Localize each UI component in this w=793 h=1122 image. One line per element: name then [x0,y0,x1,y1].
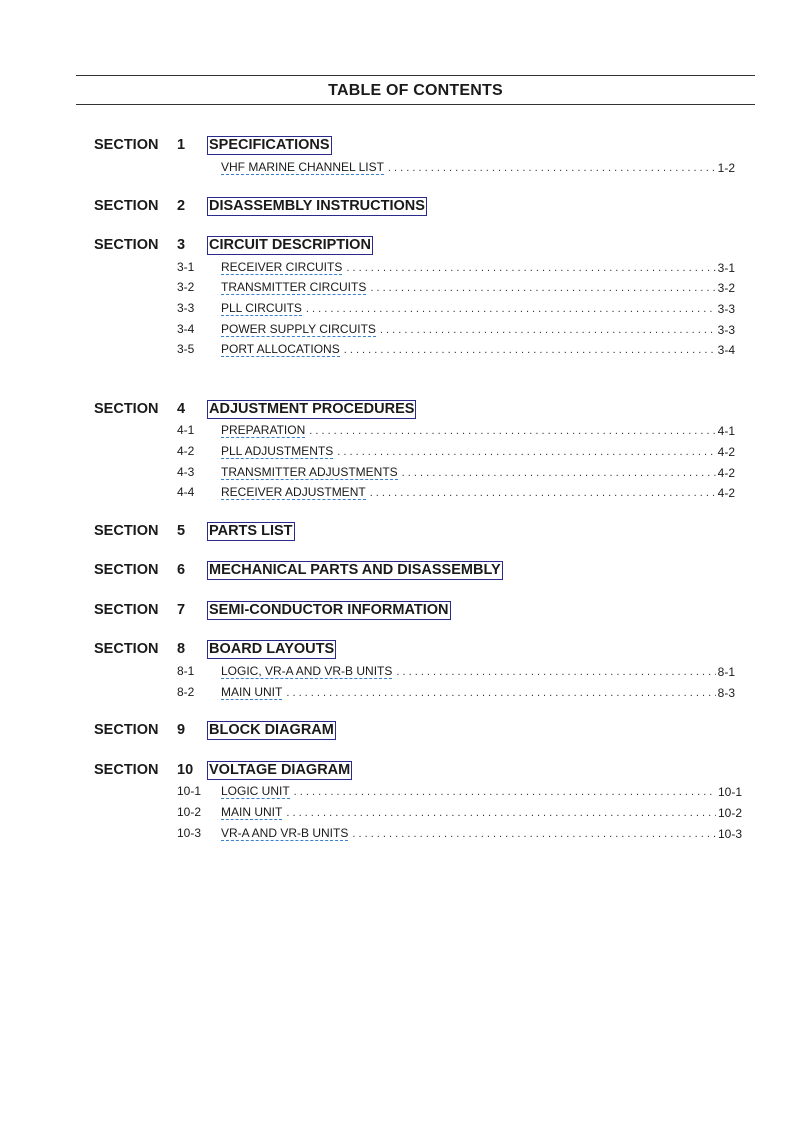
toc-link-transmitter-adjustments[interactable]: TRANSMITTER ADJUSTMENTS [221,465,398,479]
page-number: 8-3 [717,686,735,700]
dot-leader [396,665,715,679]
toc-entry [221,160,735,175]
section-link-mechanical-parts[interactable]: MECHANICAL PARTS AND DISASSEMBLY [209,562,501,578]
toc-link-transmitter-circuits[interactable]: TRANSMITTER CIRCUITS [221,280,367,294]
toc-link-logic-vr-units[interactable]: LOGIC, VR-A AND VR-B UNITS [221,664,393,678]
dot-leader [370,486,716,500]
subsection-number: 10-2 [177,805,202,819]
toc-link-port-allocations[interactable]: PORT ALLOCATIONS [221,342,340,356]
section-label: SECTION [94,722,159,738]
subsection-number: 10-1 [177,784,202,798]
toc-link-preparation[interactable]: PREPARATION [221,423,306,437]
page-number: 8-1 [717,665,735,679]
toc-link-power-supply-circuits[interactable]: POWER SUPPLY CIRCUITS [221,322,376,336]
toc-link-logic-unit[interactable]: LOGIC UNIT [221,784,290,798]
section-link-specifications[interactable]: SPECIFICATIONS [209,137,330,153]
page-number: 3-1 [717,261,735,275]
section-number: 6 [177,562,186,578]
subsection-number: 3-5 [177,342,195,356]
toc-link-receiver-adjustment[interactable]: RECEIVER ADJUSTMENT [221,485,366,499]
toc-entry [221,301,735,316]
subsection-number: 3-2 [177,280,195,294]
page-number: 3-4 [717,343,735,357]
dot-leader [346,261,715,275]
toc-entry [221,444,735,459]
subsection-number: 4-3 [177,465,195,479]
section-link-parts-list[interactable]: PARTS LIST [209,523,293,539]
dot-leader [380,323,716,337]
section-link-voltage-diagram[interactable]: VOLTAGE DIAGRAM [209,762,351,778]
section-label: SECTION [94,562,159,578]
section-label: SECTION [94,602,159,618]
toc-entry [221,784,742,799]
section-link-semi-conductor-information[interactable]: SEMI-CONDUCTOR INFORMATION [209,602,449,618]
subsection-number: 10-3 [177,826,202,840]
section-link-board-layouts[interactable]: BOARD LAYOUTS [209,641,335,657]
toc-entry [221,322,735,337]
page-number: 10-1 [717,785,742,799]
toc-entry [221,664,735,679]
section-number: 3 [177,237,186,253]
page-number: 4-2 [717,466,735,480]
section-label: SECTION [94,237,159,253]
page-number: 1-2 [717,161,735,175]
page-number: 4-2 [717,486,735,500]
subsection-number: 8-1 [177,664,195,678]
top-rule [76,75,755,76]
page-number: 3-2 [717,281,735,295]
section-number: 1 [177,137,186,153]
section-link-circuit-description[interactable]: CIRCUIT DESCRIPTION [209,237,371,253]
section-number: 2 [177,198,186,214]
dot-leader [370,281,715,295]
toc-entry [221,805,742,820]
dot-leader [306,302,716,316]
dot-leader [352,827,716,841]
section-label: SECTION [94,641,159,657]
toc-entry [221,280,735,295]
toc-entry [221,685,735,700]
section-label: SECTION [94,137,159,153]
dot-leader [294,785,716,799]
subsection-number: 4-2 [177,444,195,458]
dot-leader [402,466,716,480]
toc-entry [221,260,735,275]
subsection-number: 3-4 [177,322,195,336]
section-label: SECTION [94,401,159,417]
toc-link-pll-circuits[interactable]: PLL CIRCUITS [221,301,302,315]
subsection-number: 4-4 [177,485,195,499]
subsection-number: 4-1 [177,423,195,437]
section-number: 4 [177,401,186,417]
toc-entry [221,342,735,357]
section-number: 7 [177,602,186,618]
page-title: TABLE OF CONTENTS [328,82,503,99]
page-number: 3-3 [717,302,735,316]
toc-entry [221,465,735,480]
toc-link-pll-adjustments[interactable]: PLL ADJUSTMENTS [221,444,334,458]
toc-entry [221,423,735,438]
dot-leader [388,161,716,175]
section-number: 10 [177,762,194,778]
section-number: 5 [177,523,186,539]
dot-leader [337,445,715,459]
page-number: 10-3 [717,827,742,841]
toc-link-main-unit-layout[interactable]: MAIN UNIT [221,685,283,699]
dot-leader [286,686,715,700]
title-rule [76,104,755,105]
page-number: 10-2 [717,806,742,820]
dot-leader [309,424,715,438]
toc-entry [221,485,735,500]
page-number: 4-2 [717,445,735,459]
toc-link-receiver-circuits[interactable]: RECEIVER CIRCUITS [221,260,343,274]
section-label: SECTION [94,198,159,214]
section-link-block-diagram[interactable]: BLOCK DIAGRAM [209,722,334,738]
subsection-number: 3-1 [177,260,195,274]
toc-link-vhf-marine-channel-list[interactable]: VHF MARINE CHANNEL LIST [221,160,384,174]
section-label: SECTION [94,523,159,539]
page-number: 4-1 [717,424,735,438]
page-number: 3-3 [717,323,735,337]
section-link-adjustment-procedures[interactable]: ADJUSTMENT PROCEDURES [209,401,415,417]
subsection-number: 8-2 [177,685,195,699]
toc-link-main-unit-voltage[interactable]: MAIN UNIT [221,805,283,819]
section-label: SECTION [94,762,159,778]
section-number: 8 [177,641,186,657]
dot-leader [286,806,716,820]
toc-link-vr-a-vr-b-units[interactable]: VR-A AND VR-B UNITS [221,826,349,840]
section-link-disassembly-instructions[interactable]: DISASSEMBLY INSTRUCTIONS [209,198,425,214]
subsection-number: 3-3 [177,301,195,315]
toc-entry [221,826,742,841]
section-number: 9 [177,722,186,738]
dot-leader [344,343,716,357]
